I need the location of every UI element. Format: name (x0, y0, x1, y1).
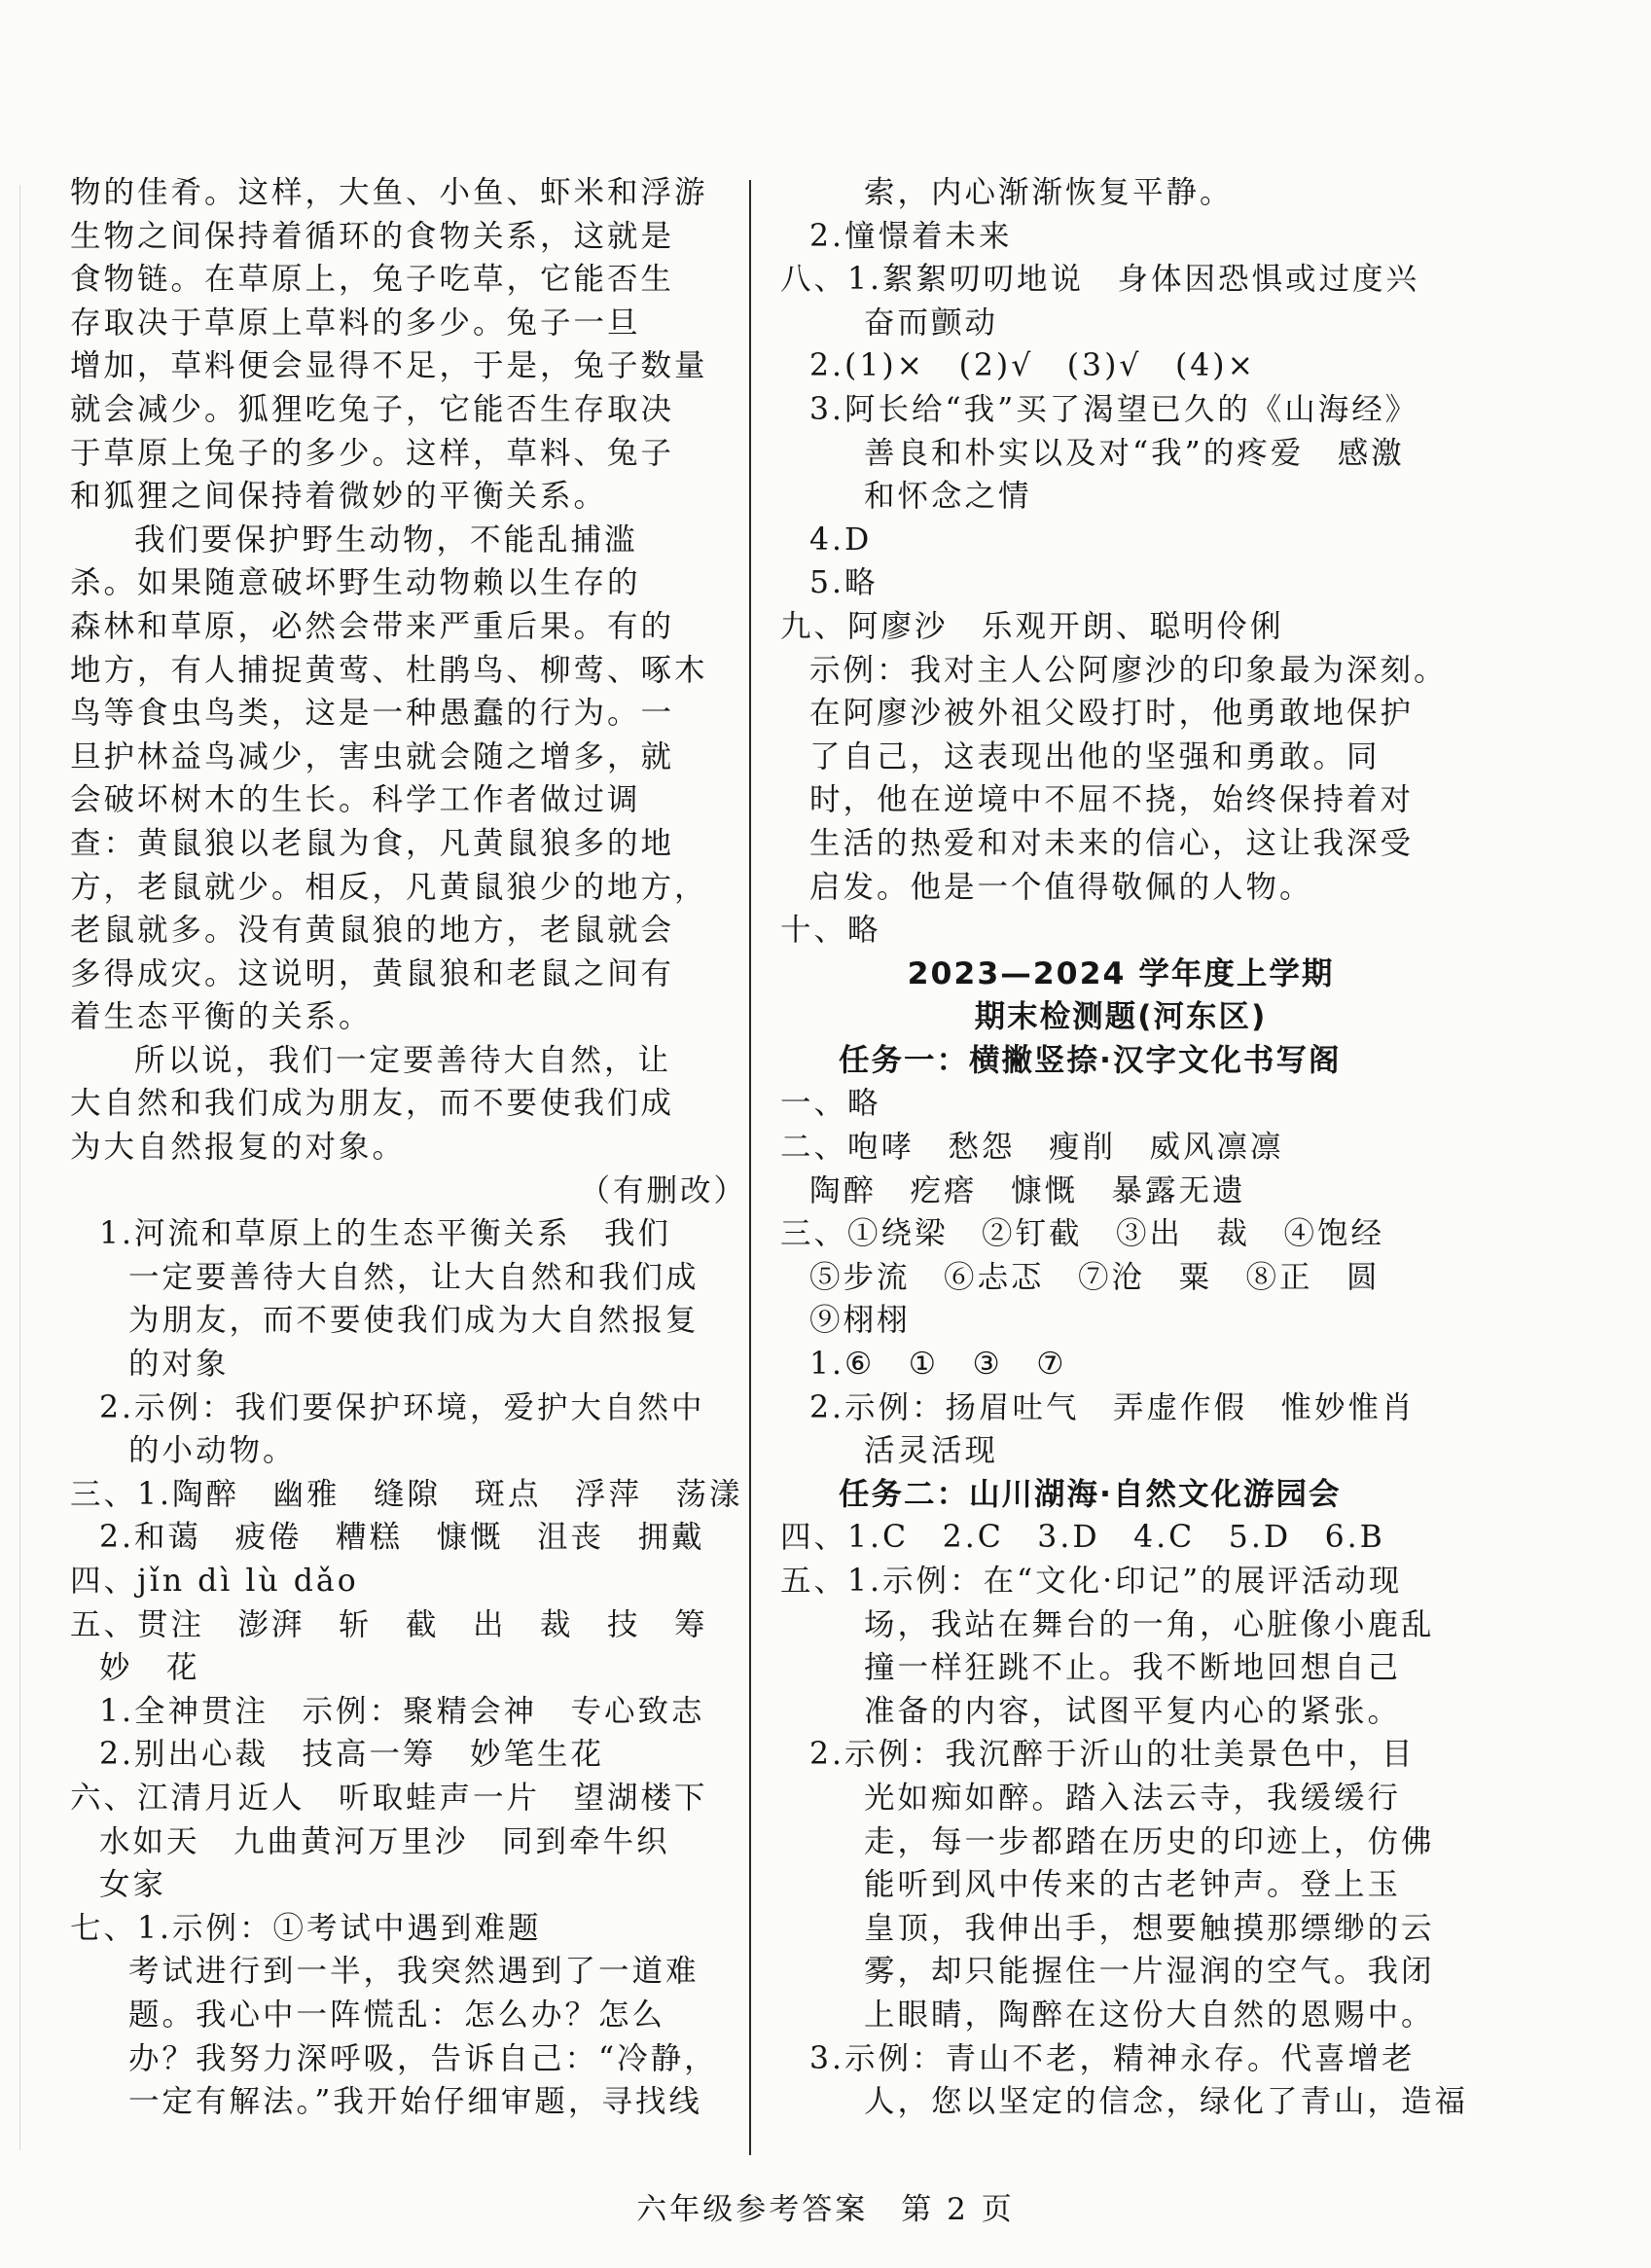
text-line: 就会减少。狐狸吃兔子，它能否生存取决 (70, 391, 675, 427)
answer-line: 八、1.絮絮叨叨地说 身体因恐惧或过度兴 (780, 262, 1420, 298)
answer-line: 人，您以坚定的信念，绿化了青山，造福 (864, 2084, 1469, 2120)
answer-line: 能听到风中传来的古老钟声。登上玉 (864, 1867, 1402, 1903)
answer-line: 六、江清月近人 听取蛙声一片 望湖楼下 (70, 1780, 708, 1816)
answer-line: ⑤步流 ⑥忐忑 ⑦沧 粟 ⑧正 圆 (809, 1259, 1381, 1295)
answer-line: 办？我努力深呼吸，告诉自己：“冷静， (128, 2040, 718, 2076)
answer-line: 2.憧憬着未来 (809, 218, 1013, 254)
page-footer: 六年级参考答案 第 2 页 (636, 2192, 1015, 2227)
text-line: 所以说，我们一定要善待大自然，让 (134, 1042, 672, 1078)
answer-line: 七、1.示例：①考试中遇到难题 (70, 1910, 542, 1946)
answer-line: 妙 花 (99, 1650, 200, 1686)
text-line: 我们要保护野生动物，不能乱捕滥 (134, 522, 638, 558)
section-subtitle: 期末检测题(河东区) (974, 999, 1268, 1035)
answer-line: 3.阿长给“我”买了渴望已久的《山海经》 (809, 391, 1419, 427)
task-heading: 任务二：山川湖海·自然文化游园会 (839, 1476, 1342, 1512)
answer-line: 四、1.C 2.C 3.D 4.C 5.D 6.B (780, 1520, 1385, 1556)
answer-line: 水如天 九曲黄河万里沙 同到牵牛织 (99, 1823, 670, 1859)
answer-line: 五、1.示例：在“文化·印记”的展评活动现 (780, 1564, 1403, 1599)
answer-line: 准备的内容，试图平复内心的紧张。 (864, 1693, 1402, 1729)
text-line: 方，老鼠就少。相反，凡黄鼠狼少的地方， (70, 869, 708, 905)
answer-line: ⑨栩栩 (809, 1303, 911, 1339)
text-line: 杀。如果随意破坏野生动物赖以生存的 (70, 565, 641, 601)
answer-line: 撞一样狂跳不止。我不断地回想自己 (864, 1650, 1402, 1686)
answer-line: 一定有解法。”我开始仔细审题，寻找线 (128, 2084, 702, 2120)
text-line: 鸟等食虫鸟类，这是一种愚蠢的行为。一 (70, 696, 675, 732)
section-title: 2023—2024 学年度上学期 (907, 955, 1335, 991)
margin-line (19, 185, 20, 2150)
answer-line: 示例：我对主人公阿廖沙的印象最为深刻。 (809, 652, 1448, 688)
answer-line: 3.示例：青山不老，精神永存。代喜增老 (809, 2040, 1416, 2076)
answer-line: 1.全神贯注 示例：聚精会神 专心致志 (99, 1693, 705, 1729)
answer-line: 时，他在逆境中不屈不挠，始终保持着对 (809, 782, 1415, 818)
answer-line: 索，内心渐渐恢复平静。 (864, 175, 1234, 210)
text-line: 多得成灾。这说明，黄鼠狼和老鼠之间有 (70, 955, 675, 991)
answer-line: 2.和蔼 疲倦 糟糕 慷慨 沮丧 拥戴 (99, 1520, 705, 1556)
answer-line: 场，我站在舞台的一角，心脏像小鹿乱 (864, 1606, 1435, 1642)
answer-line: 四、jǐn dì lù dǎo (70, 1564, 359, 1599)
answer-line: 在阿廖沙被外祖父殴打时，他勇敢地保护 (809, 696, 1415, 732)
answer-line: 的对象 (128, 1347, 230, 1383)
answer-line: 一、略 (780, 1086, 881, 1122)
answer-line: 二、咆哮 愁怨 瘦削 威风凛凛 (780, 1130, 1284, 1166)
answer-line: 1.河流和草原上的生态平衡关系 我们 (99, 1216, 672, 1252)
text-line: 为大自然报复的对象。 (70, 1130, 407, 1166)
answer-line: 上眼睛，陶醉在这份大自然的恩赐中。 (864, 1997, 1435, 2033)
answer-line: 2.示例：我们要保护环境，爱护大自然中 (99, 1389, 705, 1425)
answer-line: 三、1.陶醉 幽雅 缝隙 斑点 浮萍 荡漾 (70, 1476, 743, 1512)
answer-line: 活灵活现 (864, 1433, 999, 1469)
answer-line: 善良和朴实以及对“我”的疼爱 感激 (864, 435, 1405, 471)
text-line: 生物之间保持着循环的食物关系，这就是 (70, 218, 675, 254)
right-column (780, 171, 1469, 2124)
text-line: 大自然和我们成为朋友，而不要使我们成 (70, 1086, 675, 1122)
answer-line: 光如痴如醉。踏入法云寺，我缓缓行 (864, 1780, 1402, 1816)
answer-line: 启发。他是一个值得敬佩的人物。 (809, 869, 1313, 905)
answer-line: 雾，却只能握住一片湿润的空气。我闭 (864, 1954, 1435, 1990)
answer-line: 和怀念之情 (864, 479, 1032, 515)
text-line: 和狐狸之间保持着微妙的平衡关系。 (70, 479, 608, 515)
answer-line: 女家 (99, 1867, 167, 1903)
text-line: 存取决于草原上草料的多少。兔子一旦 (70, 305, 641, 341)
source-note: （有删改） (579, 1172, 747, 1208)
answer-line: 皇顶，我伸出手，想要触摸那缥缈的云 (864, 1910, 1435, 1946)
answer-line: 了自己，这表现出他的坚强和勇敢。同 (809, 738, 1381, 774)
text-line: 会破坏树木的生长。科学工作者做过调 (70, 782, 641, 818)
left-column (70, 171, 751, 2124)
answer-line: 五、贯注 澎湃 斩 截 出 裁 技 筹 (70, 1606, 708, 1642)
answer-line: 2.别出心裁 技高一筹 妙笔生花 (99, 1737, 605, 1773)
answer-line: 题。我心中一阵慌乱：怎么办？怎么 (128, 1997, 666, 2033)
answer-line: 十、略 (780, 913, 881, 949)
answer-line: 2.示例：我沉醉于沂山的壮美景色中，目 (809, 1737, 1416, 1773)
answer-line: 生活的热爱和对未来的信心，这让我深受 (809, 825, 1415, 861)
text-line: 食物链。在草原上，兔子吃草，它能否生 (70, 262, 675, 298)
text-line: 森林和草原，必然会带来严重后果。有的 (70, 608, 675, 644)
text-line: 于草原上兔子的多少。这样，草料、兔子 (70, 435, 675, 471)
answer-line: 一定要善待大自然，让大自然和我们成 (128, 1259, 700, 1295)
answer-line: 走，每一步都踏在历史的印迹上，仿佛 (864, 1823, 1435, 1859)
answer-line: 4.D (809, 522, 873, 558)
answer-line: 5.略 (809, 565, 879, 601)
answer-line: 陶醉 疙瘩 慷慨 暴露无遗 (809, 1172, 1246, 1208)
text-line: 旦护林益鸟减少，害虫就会随之增多，就 (70, 738, 675, 774)
answer-line: 2.(1)× (2)√ (3)√ (4)× (809, 348, 1256, 384)
text-line: 着生态平衡的关系。 (70, 999, 373, 1035)
text-line: 地方，有人捕捉黄莺、杜鹃鸟、柳莺、啄木 (70, 652, 708, 688)
task-heading: 任务一：横撇竖捺·汉字文化书写阁 (839, 1042, 1342, 1078)
answer-line: 三、①绕梁 ②钉截 ③出 裁 ④饱经 (780, 1216, 1385, 1252)
answer-line: 的小动物。 (128, 1433, 297, 1469)
answer-line: 2.示例：扬眉吐气 弄虚作假 惟妙惟肖 (809, 1389, 1416, 1425)
text-line: 物的佳肴。这样，大鱼、小鱼、虾米和浮游 (70, 175, 708, 210)
answer-line: 考试进行到一半，我突然遇到了一道难 (128, 1954, 700, 1990)
text-line: 增加，草料便会显得不足，于是，兔子数量 (70, 348, 708, 384)
text-line: 查：黄鼠狼以老鼠为食，凡黄鼠狼多的地 (70, 825, 675, 861)
text-line: 老鼠就多。没有黄鼠狼的地方，老鼠就会 (70, 913, 675, 949)
answer-line: 1.⑥ ① ③ ⑦ (809, 1347, 1067, 1383)
answer-line: 九、阿廖沙 乐观开朗、聪明伶俐 (780, 608, 1284, 644)
answer-line: 为朋友，而不要使我们成为大自然报复 (128, 1303, 700, 1339)
answer-line: 奋而颤动 (864, 305, 999, 341)
